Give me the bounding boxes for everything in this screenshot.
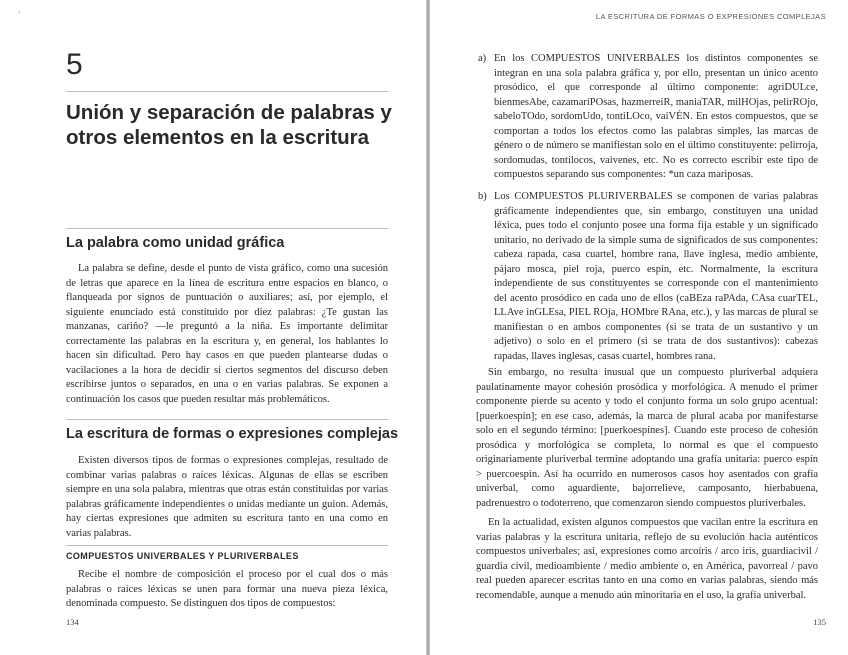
page-number-left: 134 — [66, 617, 79, 627]
list-item-b — [478, 190, 818, 364]
paragraph: Sin embargo, no resulta inusual que un compuesto pluriverbal adquiera paulatinamente mayor cohesión prosódica y morfológica. A menudo el primer componente pierde su acento y todo el conjunto forma un solo grupo acentual: [puerkoespín]; en ese caso, además, la marca de plural acaba por manifestarse solo en el segundo término: [puerkoespínes]. Cuando este proceso de cohesión prosódica y morfológica se completa, lo normal es que el compuesto originariamente pluriverbal termine adoptando una grafía unitaria: puerco espín > puercoespín. Así ha ocurrido en numerosos casos hoy asentados con grafía univerbal, como aguardiente, bajorrelieve, camposanto, hierbabuena, padrenuestro o todoterreno, que comenzaron siendo compuestos pluriverbales. — [476, 367, 818, 509]
section-body-escritura — [66, 454, 388, 541]
paragraph: La palabra se define, desde el punto de vista gráfico, como una sucesión de letras que aparece en la línea de escritura entre espacios en blanco, o flanqueada por signos de puntuación o auxiliares; así, por ejemplo, el siguiente enunciado está constituido por diez palabras: ¿Te gustan las manzanas, cariño? —le preguntó a la niña. Es importante delimitar correctamente las palabras en la escritura y, en general, los hablantes lo hacen sin dificultad. Pero hay casos en que pueden plantearse dudas o vacilaciones a la hora de decidir si ciertos segmentos del discurso deben escribirse juntos o separados, en una o en varias palabras. Se exponen a continuación los casos que pueden resultar más problemáticos. — [66, 263, 388, 405]
section-title-escritura: La escritura de formas o expresiones complejas — [66, 426, 399, 442]
list-marker-a: a) — [478, 53, 487, 64]
subsection-title: COMPUESTOS UNIVERBALES Y PLURIVERBALES — [66, 551, 299, 561]
corner-mark: ’ — [18, 10, 21, 19]
list-item-a — [478, 52, 818, 183]
right-page — [430, 0, 848, 655]
paragraph-sin-embargo — [476, 366, 818, 511]
subsection-divider — [66, 545, 388, 546]
section-title-palabra: La palabra como unidad gráfica — [66, 235, 285, 251]
chapter-title: Unión y separación de palabras y otros elementos en la escritura — [66, 101, 392, 149]
section-divider — [66, 419, 388, 420]
paragraph-actualidad — [476, 516, 818, 603]
subsection-body — [66, 568, 388, 612]
running-head: LA ESCRITURA DE FORMAS O EXPRESIONES COMPLEJAS — [595, 12, 826, 21]
chapter-rule — [66, 91, 388, 92]
list-marker-b: b) — [478, 191, 487, 202]
section-divider — [66, 228, 388, 229]
paragraph: Recibe el nombre de composición el proceso por el cual dos o más palabras o raíces léxicas se unen para formar una nueva pieza léxica, denominada compuesto. Se distinguen dos tipos de compuestos: — [66, 569, 388, 609]
section-body-palabra — [66, 262, 388, 407]
paragraph: En la actualidad, existen algunos compuestos que vacilan entre la escritura en varias palabras y la escritura unitaria, reflejo de su evolución hacia auténticos compuestos univerbales; así, expresiones como arcoíris / arco iris, guardiacivil / guardia civil, medioambiente / medio ambiente o, en América, pavorreal / pavo real pueden aparecer escritas tanto en una como en varias palabras, siendo más recomendable, aunque a menudo aún minoritaria en el uso, la grafía univerbal. — [476, 517, 818, 601]
list-text-b: Los COMPUESTOS PLURIVERBALES se componen de varias palabras gráficamente independientes que, sin embargo, constituyen una unidad léxica, pues todo el conjunto posee una forma fija estable y un significado unitario, no derivado de la simple suma de significados de sus componentes: cabeza rapada, casa cuartel, hombre rana, llave inglesa, medio ambiente, pájaro mosca, piel roja, puerco espín, etc. Normalmente, la escritura independiente de sus constituyentes se corresponde con el mantenimiento del acento prosódico en cada uno de ellos (caBEza raPAda, CAsa cuarTEL, LLAve inGLEsa, PIEL ROja, HOMbre RAna, etc.), y las marcas de plural se manifiestan o en ambos componentes (si se trata de un sustantivo y un adjetivo) o solo en el primero (si se trata de dos sustantivos): cabezas rapadas, llaves inglesas, casas cuartel, hombres rana. — [494, 191, 818, 362]
paragraph: Existen diversos tipos de formas o expresiones complejas, resultado de combinar varias palabras o raíces léxicas. Algunas de ellas se escriben siempre en una sola palabra, mientras que otras están constituidas por varias palabras gráficamente independientes o unidas mediante un guion. Además, hay ciertas expresiones que admiten su escritura tanto en una como en varias palabras. — [66, 455, 388, 539]
chapter-number: 5 — [66, 48, 83, 81]
list-text-a: En los COMPUESTOS UNIVERBALES los distintos componentes se integran en una sola palabra gráfica y, por ello, presentan un único acento prosódico, el que corresponde al último componente: agriDULce, bienmesAbe, cazamariPOsas, hazmerreíR, maniaTAR, milHOjas, pelirROjo, sabeloTOdo, sordomUdo, tontiLOco, vaiVÉN. En estos compuestos, que se comportan a todos los efectos como las palabras simples, las marcas de género o de número se manifiestan solo en el último constituyente: pelirroja, sordomudas, tontilocos, vaivenes, etc. No es correcto escribir este tipo de compuestos separando sus componentes: *un caza mariposas. — [494, 53, 818, 180]
page-number-right: 135 — [813, 617, 826, 627]
